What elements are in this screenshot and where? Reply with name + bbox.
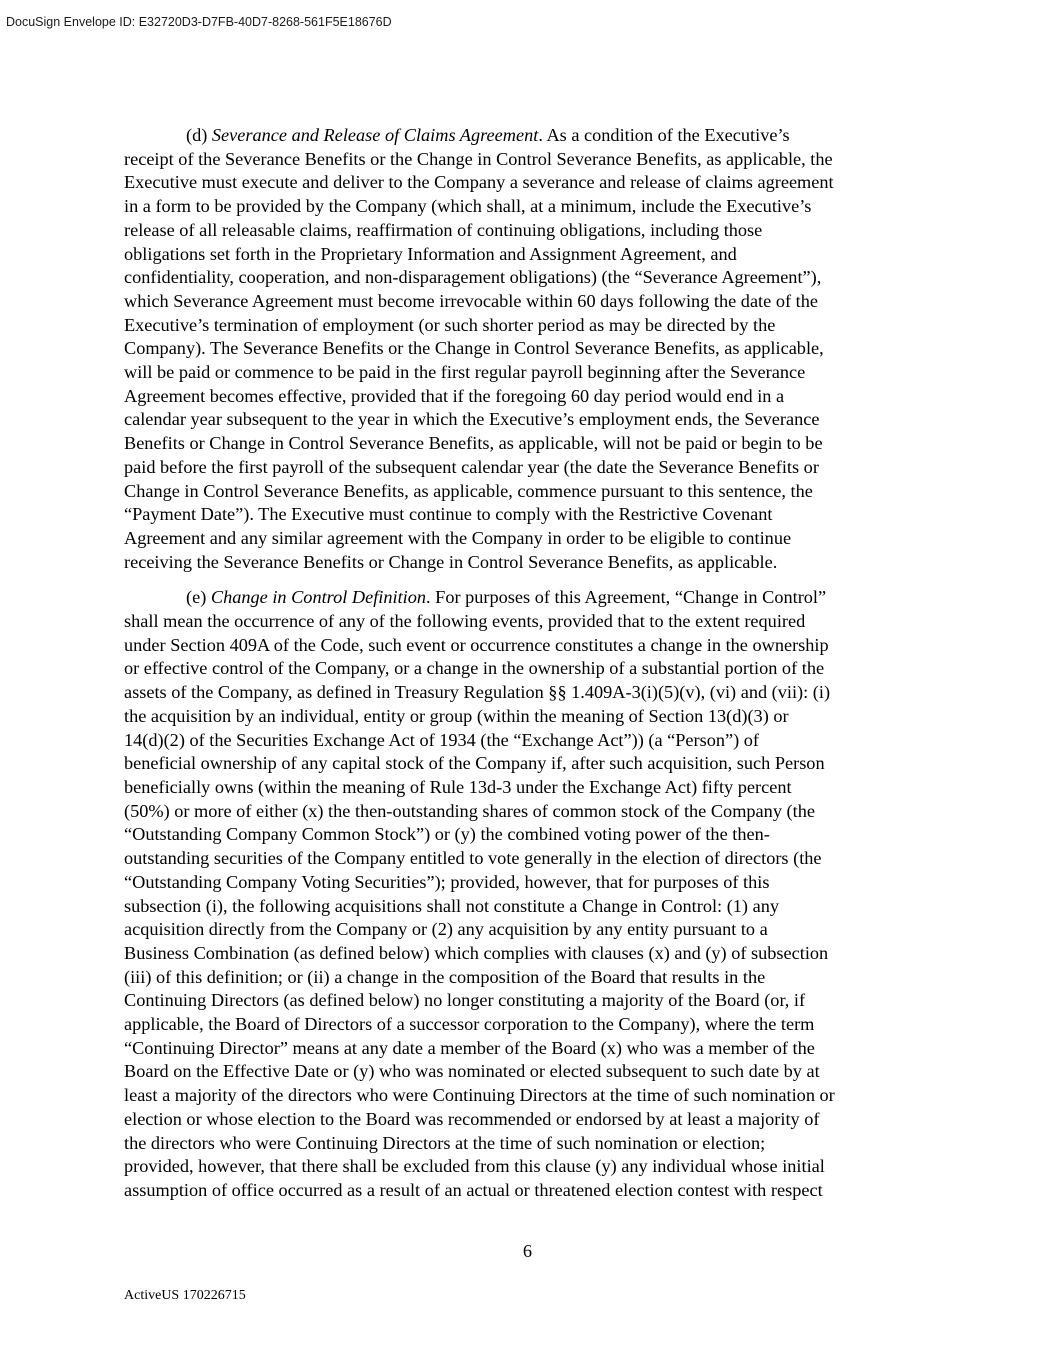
section-e-line: subsection (i), the following acquisitions shall not constitute a Change in Control: (1) any [124, 895, 779, 916]
section-e-title: Change in Control Definition [210, 587, 427, 608]
section-e-line: (50%) or more of either (x) the then-outstanding shares of common stock of the Company (the [124, 800, 815, 821]
section-e-line: “Outstanding Company Voting Securities”); provided, however, that for purposes of this [124, 871, 770, 892]
paragraph-e-first-line [124, 586, 936, 610]
section-d-line: “Payment Date”). The Executive must continue to comply with the Restrictive Covenant [124, 504, 773, 525]
section-d-line: obligations set forth in the Proprietary Information and Assignment Agreement, and [124, 243, 737, 264]
document-body [124, 124, 936, 1203]
section-e-line: outstanding securities of the Company entitled to vote generally in the election of directors (the [124, 848, 822, 869]
section-e-line-0: . For purposes of this Agreement, “Change in Control” [426, 587, 827, 608]
section-e-line: election or whose election to the Board was recommended or endorsed by at least a majority of [124, 1108, 820, 1129]
footer-document-id: ActiveUS 170226715 [124, 1288, 246, 1303]
section-d-line: which Severance Agreement must become irrevocable within 60 days following the date of the [124, 290, 818, 311]
section-e-prefix: (e) [186, 587, 211, 608]
section-e-line: provided, however, that there shall be excluded from this clause (y) any individual whose initial [124, 1156, 825, 1177]
section-d-line: Agreement becomes effective, provided that if the foregoing 60 day period would end in a [124, 385, 785, 406]
section-d-line: Agreement and any similar agreement with the Company in order to be eligible to continue [124, 527, 792, 548]
section-e-line: assets of the Company, as defined in Treasury Regulation §§ 1.409A-3(i)(5)(v), (vi) and (vii): (i) [124, 682, 831, 703]
section-e-line: or effective control of the Company, or a change in the ownership of a substantial portion of the [124, 658, 825, 679]
section-d-line: Executive must execute and deliver to the Company a severance and release of claims agreement [124, 172, 834, 193]
section-e-line: “Continuing Director” means at any date a member of the Board (x) who was a member of the [124, 1037, 815, 1058]
section-e-line: Business Combination (as defined below) which complies with clauses (x) and (y) of subsection [124, 942, 829, 963]
envelope-id: DocuSign Envelope ID: E32720D3-D7FB-40D7-8268-561F5E18676D [6, 15, 392, 29]
section-e-line: under Section 409A of the Code, such event or occurrence constitutes a change in the ownership [124, 634, 829, 655]
paragraph-d [124, 124, 936, 574]
section-d-prefix: (d) [186, 125, 212, 145]
section-e-line: 14(d)(2) of the Securities Exchange Act of 1934 (the “Exchange Act”)) (a “Person”) of [124, 729, 760, 750]
page-number: 6 [522, 1241, 533, 1261]
section-e-line: “Outstanding Company Common Stock”) or (y) the combined voting power of the then- [124, 824, 770, 845]
section-e-line: acquisition directly from the Company or (2) any acquisition by any entity pursuant to a [124, 919, 768, 940]
section-d-line: receiving the Severance Benefits or Change in Control Severance Benefits, as applicable. [124, 551, 778, 572]
section-d-line: Executive’s termination of employment (or such shorter period as may be directed by the [124, 314, 776, 335]
section-e-line: least a majority of the directors who were Continuing Directors at the time of such nomination or [124, 1085, 835, 1106]
section-d-line: in a form to be provided by the Company (which shall, at a minimum, include the Executive’s [124, 196, 812, 217]
paragraph-e [124, 586, 936, 1202]
section-e-line: the acquisition by an individual, entity or group (within the meaning of Section 13(d)(3) or [124, 705, 789, 726]
paragraph-spacer [124, 574, 936, 586]
section-d-line: receipt of the Severance Benefits or the Change in Control Severance Benefits, as applicable, the [124, 148, 833, 169]
section-d-line: confidentiality, cooperation, and non-disparagement obligations) (the “Severance Agreement”), [124, 267, 822, 288]
section-d-line: calendar year subsequent to the year in which the Executive’s employment ends, the Severance [124, 409, 820, 430]
section-d-line: paid before the first payroll of the subsequent calendar year (the date the Severance Benefits or [124, 456, 819, 477]
section-d-line: Benefits or Change in Control Severance Benefits, as applicable, will not be paid or begin to be [124, 433, 823, 454]
section-e-line: (iii) of this definition; or (ii) a change in the composition of the Board that results in the [124, 966, 766, 987]
section-e-line: applicable, the Board of Directors of a successor corporation to the Company), where the term [124, 1014, 815, 1035]
section-d-line: will be paid or commence to be paid in the first regular payroll beginning after the Severance [124, 362, 806, 383]
section-d-line-0: . As a condition of the Executive’s [538, 125, 790, 145]
section-d-line: Company). The Severance Benefits or the Change in Control Severance Benefits, as applicable, [124, 338, 824, 359]
section-e-line: Board on the Effective Date or (y) who was nominated or elected subsequent to such date by at [124, 1061, 820, 1082]
section-e-line: beneficial ownership of any capital stock of the Company if, after such acquisition, such Person [124, 753, 825, 774]
section-e-line: beneficially owns (within the meaning of Rule 13d-3 under the Exchange Act) fifty percent [124, 776, 792, 797]
section-e-line: assumption of office occurred as a result of an actual or threatened election contest with respect [124, 1179, 823, 1200]
section-d-line: release of all releasable claims, reaffirmation of continuing obligations, including those [124, 219, 763, 240]
section-e-line: shall mean the occurrence of any of the following events, provided that to the extent required [124, 611, 806, 632]
section-d-line: Change in Control Severance Benefits, as applicable, commence pursuant to this sentence, the [124, 480, 813, 501]
section-d-title: Severance and Release of Claims Agreement [211, 125, 539, 145]
section-e-line: the directors who were Continuing Directors at the time of such nomination or election; [124, 1132, 766, 1153]
section-e-line: Continuing Directors (as defined below) no longer constituting a majority of the Board (or, if [124, 990, 806, 1011]
paragraph-d-first-line [124, 124, 936, 148]
